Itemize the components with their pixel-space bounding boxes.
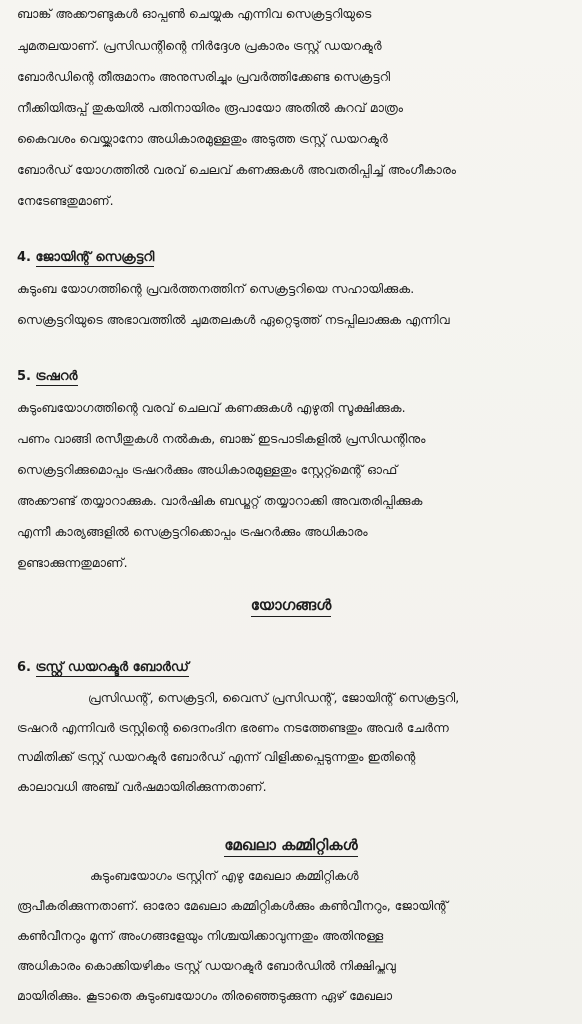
section6-heading <box>17 660 189 676</box>
section6-line-4: കാലാവധി അഞ്ച് വർഷമായിരിക്കുന്നതാണ്. <box>17 779 267 794</box>
para1-line-3: ബോർഡിന്റെ തീരുമാനം അനുസരിച്ചും പ്രവർത്തിക്കേണ്ട സെക്രട്ടറി <box>17 69 391 84</box>
meetings-title <box>0 596 582 614</box>
section5-line-1: കുടുംബയോഗത്തിന്റെ വരവ് ചെലവ് കണക്കുകൾ എഴുതി സൂക്ഷിക്കുക. <box>17 400 406 415</box>
section5-line-3: സെക്രട്ടറിക്കുമൊപ്പം ട്രഷറർക്കും അധികാരമുള്ളതും സ്റ്റേറ്റ്മെന്റ് ഓഫ് <box>17 462 398 477</box>
para1-line-2: ചുമതലയാണ്. പ്രസിഡന്റിന്റെ നിർദ്ദേശ പ്രകാരം ട്രസ്റ്റ് ഡയറക്ടർ <box>17 38 382 53</box>
regional-line-3: കൺവീനറും മൂന്ന് അംഗങ്ങളേയും നിശ്ചയിക്കാവുന്നതും അതിനുള്ള <box>17 928 384 943</box>
regional-line-5: മായിരിക്കും. കൂടാതെ കുടുംബയോഗം തിരഞ്ഞെടുക്കുന്ന ഏഴ് മേഖലാ <box>17 988 393 1003</box>
regional-line-1: കുടുംബയോഗം ട്രസ്റ്റിന് എഴു മേഖലാ കമ്മിറ്റികൾ <box>90 868 359 883</box>
section4-line-2: സെക്രട്ടറിയുടെ അഭാവത്തിൽ ചുമതലകൾ ഏറ്റെടുത്ത് നടപ്പിലാക്കുക എന്നിവ <box>17 312 450 327</box>
regional-committees-title <box>0 836 582 854</box>
section5-title: ട്രഷറർ <box>35 369 78 384</box>
meetings-title-text: യോഗങ്ങൾ <box>251 596 332 617</box>
para1-line-4: നീക്കിയിരുപ്പ് തുകയിൽ പതിനായിരം രൂപായോ അതിൽ കുറവ് മാത്രം <box>17 100 404 115</box>
regional-line-4: അധികാരം കൊക്കിയഴികം ട്രസ്റ്റ് ഡയറക്ടർ ബോർഡിൽ നിക്ഷിപ്തവു <box>17 958 396 973</box>
section5-line-2: പണം വാങ്ങി രസീതുകൾ നൽകുക, ബാങ്ക് ഇടപാടികളിൽ പ്രസിഡന്റിനും <box>17 431 426 446</box>
section4-line-1: കുടുംബ യോഗത്തിന്റെ പ്രവർത്തനത്തിന് സെക്രട്ടറിയെ സഹായിക്കുക. <box>17 281 415 296</box>
para1-line-5: കൈവശം വെയ്ക്കാനോ അധികാരമുള്ളതും അടുത്ത ട്രസ്റ്റ് ഡയറക്ടർ <box>17 131 388 146</box>
section6-line-2: ട്രഷറർ എന്നിവർ ട്രസ്റ്റിന്റെ ദൈനംദിന ഭരണം നടത്തേണ്ടതും അവർ ചേർന്ന <box>17 720 449 735</box>
section4-heading <box>17 250 154 266</box>
section6-title: ട്രസ്റ്റ് ഡയറക്ടർ ബോർഡ് <box>35 660 189 675</box>
section6-line-1: പ്രസിഡന്റ്, സെക്രട്ടറി, വൈസ് പ്രസിഡന്റ്, ജോയിന്റ് സെക്രട്ടറി, <box>88 690 460 705</box>
para1-line-6: ബോർഡ് യോഗത്തിൽ വരവ് ചെലവ് കണക്കുകൾ അവതരിപ്പിച്ച് അംഗീകാരം <box>17 162 457 177</box>
section5-heading <box>17 369 78 385</box>
section4-number: 4. <box>17 250 31 265</box>
section5-line-5: എന്നീ കാര്യങ്ങളിൽ സെക്രട്ടറിക്കൊപ്പം ട്രഷറർക്കും അധികാരം <box>17 524 368 539</box>
section6-number: 6. <box>17 660 31 675</box>
para1-line-1: ബാങ്ക് അക്കൗണ്ടുകൾ ഓപ്പൺ ചെയ്യുക എന്നിവ സെക്രട്ടറിയുടെ <box>17 6 372 21</box>
para1-line-7: നേടേണ്ടതുമാണ്. <box>17 193 114 208</box>
section5-line-4: അക്കൗണ്ട് തയ്യാറാക്കുക. വാർഷിക ബഡ്ജറ്റ് തയ്യാറാക്കി അവതരിപ്പിക്കുക <box>17 493 423 508</box>
regional-committees-title-text: മേഖലാ കമ്മിറ്റികൾ <box>224 836 357 857</box>
section4-title: ജോയിന്റ് സെക്രട്ടറി <box>35 250 155 265</box>
regional-line-2: രൂപീകരിക്കുന്നതാണ്. ഓരോ മേഖലാ കമ്മിറ്റികൾക്കും കൺവീനറും, ജോയിന്റ് <box>17 898 448 913</box>
section5-number: 5. <box>17 369 31 384</box>
section6-line-3: സമിതിക്ക് ട്രസ്റ്റ് ഡയറക്ടർ ബോർഡ് എന്ന് വിളിക്കപ്പെടുന്നതും ഇതിന്റെ <box>17 749 416 764</box>
section5-line-6: ഉണ്ടാക്കുന്നതുമാണ്. <box>17 555 128 570</box>
